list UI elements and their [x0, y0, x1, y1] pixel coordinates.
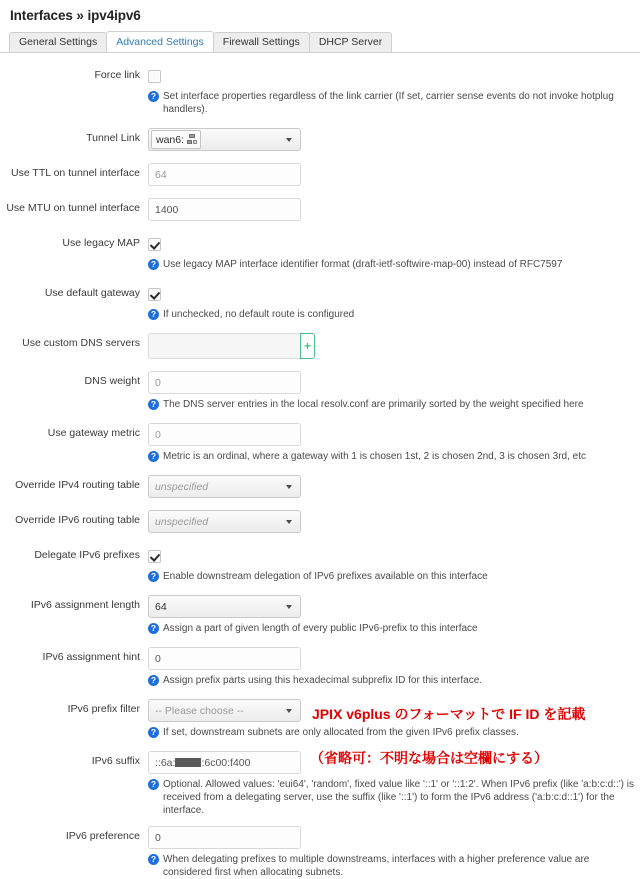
- page-header: [0, 0, 640, 23]
- help-icon: ?: [148, 854, 159, 865]
- ipv6-suffix-value-prefix: ::6a:: [155, 756, 176, 769]
- help-prefix-filter: ? If set, downstream subnets are only allocated from the given IPv6 prefix classes.: [148, 722, 640, 739]
- field-row-legacy-map: [0, 233, 640, 271]
- help-assignment-length: ? Assign a part of given length of every public IPv6-prefix to this interface: [148, 618, 640, 635]
- tab-dhcp-server[interactable]: DHCP Server: [309, 32, 392, 52]
- legacy-map-checkbox[interactable]: [148, 238, 161, 251]
- tab-bar: [0, 32, 640, 53]
- label-gateway-metric: Use gateway metric: [47, 427, 140, 439]
- ipv6-suffix-value-suffix: :6c00:f400: [201, 756, 251, 769]
- label-dns-weight: DNS weight: [84, 375, 140, 387]
- tab-firewall-settings[interactable]: Firewall Settings: [213, 32, 310, 52]
- label-tunnel-link: Tunnel Link: [86, 132, 140, 144]
- help-force-link: ? Set interface properties regardless of the link carrier (If set, carrier sense events do not invoke hotplug handlers).: [148, 86, 640, 116]
- override-ipv4-table-select[interactable]: [148, 475, 301, 498]
- tab-advanced-settings[interactable]: Advanced Settings: [106, 31, 214, 52]
- label-default-gateway: Use default gateway: [44, 287, 140, 299]
- label-mtu: Use MTU on tunnel interface: [6, 202, 140, 214]
- help-delegate-prefixes: ? Enable downstream delegation of IPv6 prefixes available on this interface: [148, 566, 640, 583]
- field-row-gateway-metric: [0, 423, 640, 463]
- chevron-down-icon: [286, 709, 292, 713]
- label-custom-dns: Use custom DNS servers: [22, 337, 140, 349]
- label-prefix-filter: IPv6 prefix filter: [67, 703, 140, 715]
- annotation-optional-note: （省略可：不明な場合は空欄にする）: [310, 750, 548, 766]
- field-row-force-link: [0, 65, 640, 116]
- help-icon: ?: [148, 309, 159, 320]
- field-row-tunnel-link: [0, 128, 640, 151]
- assignment-length-value: 64: [155, 600, 167, 613]
- field-row-delegate-prefixes: [0, 545, 640, 583]
- custom-dns-input[interactable]: [148, 333, 301, 359]
- label-assignment-length: IPv6 assignment length: [30, 599, 140, 611]
- help-gateway-metric: ? Metric is an ordinal, where a gateway with 1 is chosen 1st, 2 is chosen 2nd, 3 is chosen 3rd, etc: [148, 446, 640, 463]
- help-icon: ?: [148, 571, 159, 582]
- override-ipv6-table-select[interactable]: [148, 510, 301, 533]
- assignment-hint-input[interactable]: [148, 647, 301, 670]
- help-icon: ?: [148, 779, 159, 790]
- breadcrumb: Interfaces » ipv4ipv6: [10, 8, 141, 23]
- override-ipv6-table-value: unspecified: [155, 515, 209, 528]
- chevron-down-icon: [286, 485, 292, 489]
- prefix-filter-select[interactable]: [148, 699, 301, 722]
- field-row-assignment-hint: [0, 647, 640, 687]
- field-row-assignment-length: [0, 595, 640, 635]
- chevron-down-icon: [286, 520, 292, 524]
- help-dns-weight: ? The DNS server entries in the local resolv.conf are primarily sorted by the weight specified here: [148, 394, 640, 411]
- annotation-ifid-format: JPIX v6plus のフォーマットで IF ID を記載: [312, 706, 586, 722]
- ipv6-suffix-input[interactable]: [148, 751, 301, 774]
- label-assignment-hint: IPv6 assignment hint: [42, 651, 140, 663]
- field-row-override-ipv6-table: [0, 510, 640, 533]
- tab-general-settings[interactable]: General Settings: [9, 32, 107, 52]
- field-row-mtu: [0, 198, 640, 221]
- help-default-gateway: ? If unchecked, no default route is configured: [148, 304, 640, 321]
- chevron-down-icon: [286, 605, 292, 609]
- help-icon: ?: [148, 623, 159, 634]
- tunnel-link-value: wan6:: [156, 133, 185, 146]
- label-override-ipv6-table: Override IPv6 routing table: [15, 514, 140, 526]
- assignment-length-select[interactable]: [148, 595, 301, 618]
- force-link-checkbox[interactable]: [148, 70, 161, 83]
- gateway-metric-input[interactable]: [148, 423, 301, 446]
- tunnel-link-select[interactable]: [148, 128, 301, 151]
- label-delegate-prefixes: Delegate IPv6 prefixes: [34, 549, 140, 561]
- help-icon: ?: [148, 259, 159, 270]
- ipv6-preference-input[interactable]: [148, 826, 301, 849]
- field-row-custom-dns: [0, 333, 640, 359]
- help-assignment-hint: ? Assign prefix parts using this hexadecimal subprefix ID for this interface.: [148, 670, 640, 687]
- redacted-block: [175, 758, 201, 767]
- label-legacy-map: Use legacy MAP: [62, 237, 140, 249]
- network-interface-icon: [187, 134, 197, 145]
- add-dns-server-button[interactable]: +: [300, 333, 315, 359]
- help-legacy-map: ? Use legacy MAP interface identifier format (draft-ietf-softwire-map-00) instead of RFC7597: [148, 254, 640, 271]
- delegate-prefixes-checkbox[interactable]: [148, 550, 161, 563]
- field-row-dns-weight: [0, 371, 640, 411]
- help-icon: ?: [148, 727, 159, 738]
- help-icon: ?: [148, 675, 159, 686]
- dns-weight-input[interactable]: [148, 371, 301, 394]
- help-ipv6-suffix: ? Optional. Allowed values: 'eui64', 'random', fixed value like '::1' or '::1:2'. When IPv6 prefix (like 'a:b:c:d::') is received from a delegating server, use the suffix (like '::1') to form the IPv6 address ('a:b:c:d::1') for the interface.: [148, 774, 640, 817]
- override-ipv4-table-value: unspecified: [155, 480, 209, 493]
- chevron-down-icon: [286, 138, 292, 142]
- prefix-filter-value: -- Please choose --: [155, 704, 244, 717]
- field-row-ttl: [0, 163, 640, 186]
- field-row-default-gateway: [0, 283, 640, 321]
- label-override-ipv4-table: Override IPv4 routing table: [15, 479, 140, 491]
- help-ipv6-preference: ? When delegating prefixes to multiple downstreams, interfaces with a higher preference value are considered first when allocating subnets.: [148, 849, 640, 879]
- field-row-override-ipv4-table: [0, 475, 640, 498]
- help-icon: ?: [148, 399, 159, 410]
- label-ipv6-preference: IPv6 preference: [65, 830, 140, 842]
- label-ttl: Use TTL on tunnel interface: [11, 167, 140, 179]
- help-icon: ?: [148, 91, 159, 102]
- label-ipv6-suffix: IPv6 suffix: [91, 755, 140, 767]
- label-force-link: Force link: [94, 69, 140, 81]
- tunnel-link-token: [151, 130, 201, 149]
- default-gateway-checkbox[interactable]: [148, 288, 161, 301]
- field-row-ipv6-preference: [0, 826, 640, 879]
- ttl-input[interactable]: [148, 163, 301, 186]
- mtu-input[interactable]: [148, 198, 301, 221]
- help-icon: ?: [148, 451, 159, 462]
